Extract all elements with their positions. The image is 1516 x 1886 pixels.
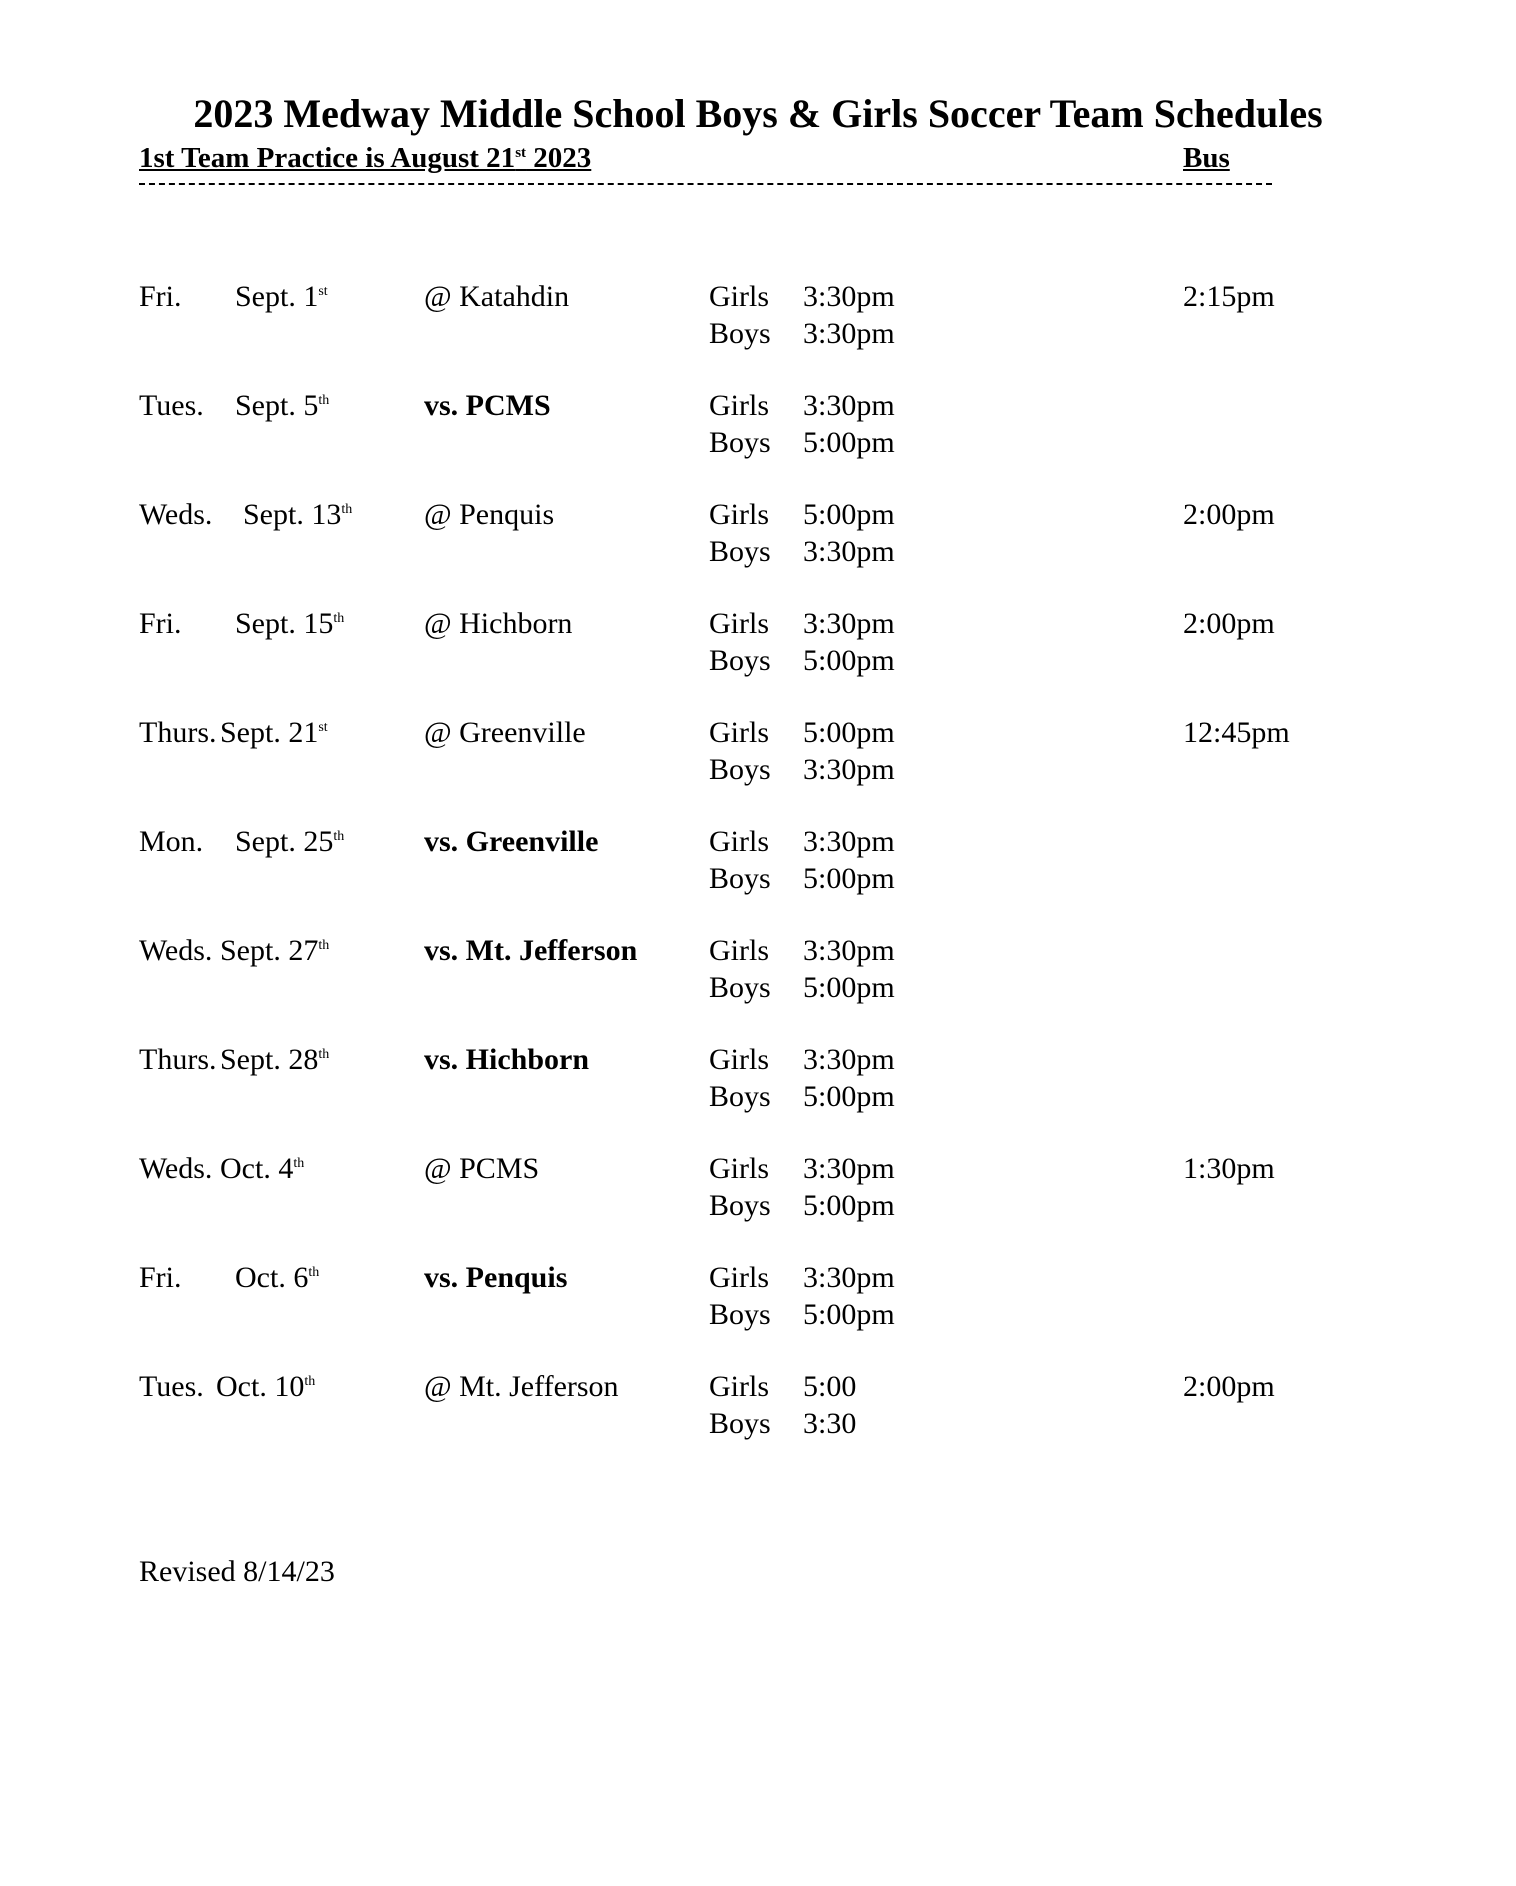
game-row [0,605,1516,714]
game-date-text: Sept. 25 [235,825,334,858]
game-row [0,1041,1516,1150]
game-day: Weds. [139,498,213,531]
game-row [0,1368,1516,1477]
game-opponent: @ Greenville [424,716,586,749]
game-date-ordinal: st [318,720,328,735]
girls-game-time: 3:30pm [803,607,895,640]
boys-label: Boys [709,644,771,677]
boys-label: Boys [709,1189,771,1222]
game-date-text: Sept. 1 [235,280,319,313]
game-date [220,1041,329,1078]
game-date-ordinal: th [304,1374,316,1389]
game-day: Tues. [139,389,204,422]
game-day: Thurs. [139,716,217,749]
game-date-text: Sept. 27 [220,934,319,967]
boys-label: Boys [709,426,771,459]
bus-departure-time: 2:00pm [1183,1370,1275,1403]
game-row [0,714,1516,823]
boys-label: Boys [709,753,771,786]
boys-game-time: 5:00pm [803,644,895,677]
girls-game-time: 3:30pm [803,389,895,422]
girls-label: Girls [709,1043,769,1076]
game-date-text: Oct. 6 [235,1261,309,1294]
game-date-ordinal: th [308,1265,320,1280]
game-opponent: vs. Hichborn [424,1043,590,1076]
game-day: Weds. [139,1152,213,1185]
game-opponent: @ Hichborn [424,607,573,640]
game-date [235,605,344,642]
game-date-ordinal: th [333,611,345,626]
game-date-text: Sept. 13 [243,498,342,531]
girls-label: Girls [709,825,769,858]
girls-label: Girls [709,389,769,422]
game-row [0,1150,1516,1259]
boys-game-time: 3:30 [803,1407,857,1440]
practice-date-note [139,140,591,176]
boys-game-time: 5:00pm [803,1298,895,1331]
game-date-ordinal: th [293,1156,305,1171]
girls-game-time: 5:00pm [803,716,895,749]
girls-label: Girls [709,934,769,967]
girls-label: Girls [709,1370,769,1403]
boys-game-time: 5:00pm [803,1080,895,1113]
dashed-divider [139,183,1272,185]
game-opponent: vs. Greenville [424,825,599,858]
girls-game-time: 5:00pm [803,498,895,531]
game-date [235,823,344,860]
girls-game-time: 5:00 [803,1370,857,1403]
bus-column-header: Bus [1183,142,1230,174]
game-date-text: Sept. 28 [220,1043,319,1076]
game-date [220,932,329,969]
bus-departure-time: 1:30pm [1183,1152,1275,1185]
girls-label: Girls [709,280,769,313]
game-date [235,387,329,424]
game-opponent: @ Mt. Jefferson [424,1370,619,1403]
game-date-ordinal: th [333,829,345,844]
boys-game-time: 5:00pm [803,971,895,1004]
bus-departure-time: 12:45pm [1183,716,1290,749]
boys-label: Boys [709,1407,771,1440]
game-day: Fri. [139,280,182,313]
boys-label: Boys [709,1298,771,1331]
girls-label: Girls [709,1152,769,1185]
girls-game-time: 3:30pm [803,934,895,967]
game-date-text: Sept. 21 [220,716,319,749]
practice-text: 1st Team Practice is August 21 [139,142,516,174]
game-row [0,932,1516,1041]
game-date-ordinal: th [341,502,353,517]
boys-label: Boys [709,535,771,568]
game-date-text: Oct. 10 [216,1370,305,1403]
game-date [220,1150,304,1187]
schedule-list [0,278,1516,1477]
bus-departure-time: 2:00pm [1183,607,1275,640]
girls-game-time: 3:30pm [803,1043,895,1076]
girls-label: Girls [709,1261,769,1294]
boys-label: Boys [709,1080,771,1113]
game-date-ordinal: st [318,284,328,299]
game-date [243,496,352,533]
game-date-text: Sept. 15 [235,607,334,640]
boys-game-time: 5:00pm [803,426,895,459]
game-date-text: Oct. 4 [220,1152,294,1185]
boys-game-time: 3:30pm [803,535,895,568]
game-day: Thurs. [139,1043,217,1076]
game-row [0,278,1516,387]
revised-date: Revised 8/14/23 [139,1555,335,1588]
game-opponent: @ PCMS [424,1152,540,1185]
game-opponent: @ Katahdin [424,280,570,313]
girls-game-time: 3:30pm [803,1261,895,1294]
boys-label: Boys [709,862,771,895]
practice-year: 2023 [526,142,592,174]
girls-game-time: 3:30pm [803,280,895,313]
boys-label: Boys [709,971,771,1004]
game-day: Fri. [139,607,182,640]
game-date [220,714,328,751]
girls-game-time: 3:30pm [803,1152,895,1185]
girls-label: Girls [709,498,769,531]
game-row [0,823,1516,932]
game-row [0,1259,1516,1368]
game-date-text: Sept. 5 [235,389,319,422]
game-day: Mon. [139,825,204,858]
girls-label: Girls [709,607,769,640]
game-opponent: vs. Mt. Jefferson [424,934,638,967]
boys-game-time: 5:00pm [803,862,895,895]
game-date-ordinal: th [318,1047,330,1062]
girls-game-time: 3:30pm [803,825,895,858]
game-opponent: @ Penquis [424,498,555,531]
bus-departure-time: 2:15pm [1183,280,1275,313]
boys-label: Boys [709,317,771,350]
game-date [235,278,328,315]
boys-game-time: 3:30pm [803,317,895,350]
game-day: Weds. [139,934,213,967]
game-day: Tues. [139,1370,204,1403]
bus-departure-time: 2:00pm [1183,498,1275,531]
game-date-ordinal: th [318,938,330,953]
boys-game-time: 3:30pm [803,753,895,786]
game-opponent: vs. Penquis [424,1261,568,1294]
game-date [235,1259,319,1296]
boys-game-time: 5:00pm [803,1189,895,1222]
game-date-ordinal: th [318,393,330,408]
game-row [0,387,1516,496]
game-day: Fri. [139,1261,182,1294]
girls-label: Girls [709,716,769,749]
page-title: 2023 Medway Middle School Boys & Girls Soccer Team Schedules [193,91,1323,136]
game-opponent: vs. PCMS [424,389,551,422]
game-row [0,496,1516,605]
practice-ordinal-suffix: st [515,145,527,161]
game-date [216,1368,315,1405]
